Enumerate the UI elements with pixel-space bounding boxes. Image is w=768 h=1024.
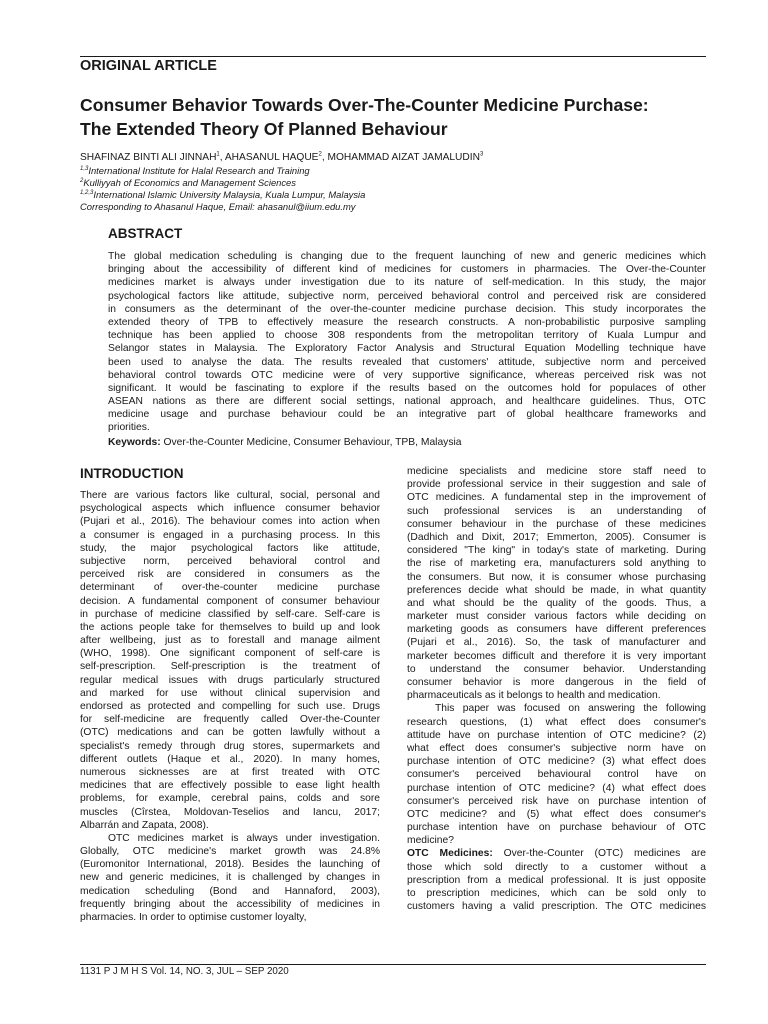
author-2-sup: 2 [318, 151, 322, 158]
author-3-sup: 3 [479, 151, 484, 158]
title-line-1: Consumer Behavior Towards Over-The-Counter Medicine Purchase: [80, 95, 649, 115]
abstract-heading: ABSTRACT [108, 226, 183, 241]
intro-left-line: Globally, OTC medicine's market growth was 24.8% [80, 846, 380, 858]
abstract-line: extended theory of TPB to effectively measure the research constructs. A non-probabilistic purposive sampling [108, 316, 706, 328]
author-2: AHASANUL HAQUE [224, 152, 319, 163]
intro-right-line: considered "The king" in today's state of marketing. During [407, 545, 706, 557]
intro-left-line: There are various factors like cultural, social, personal and [80, 490, 380, 501]
intro-right-line: what effect does consumer's subjective norm have on [407, 742, 706, 754]
intro-left-line: (Pujari et al., 2016). The behaviour comes into action when [80, 516, 380, 528]
otc-paragraph [407, 861, 706, 914]
intro-left-line: a consumer is engaged in a purchasing process. In this [80, 529, 380, 541]
intro-left-line: specialist's remedy through drug stores, supermarkets and [80, 740, 380, 752]
intro-right-line: consumer behavior is more dangerous in the field of [407, 677, 706, 688]
abstract-line: behavioral control towards OTC medicine were of very supportive significance, whereas perceived risk was not [108, 369, 706, 381]
intro-left-line: regular medical issues with drugs particularly structured [80, 674, 380, 686]
header-rule [80, 56, 706, 57]
intro-right-line: the consumers. But now, it is consumer whose purchasing [407, 571, 706, 583]
intro-right-line: (Pujari et al., 2016). So, the task of manufacturer and [407, 637, 706, 649]
page-footer: 1131 P J M H S Vol. 14, NO. 3, JUL – SEP 2020 [80, 966, 289, 977]
abstract-line: priorities. [108, 422, 150, 434]
abstract-line: medicines market is always under investigation due to its nature of self-medication. In this study, the major [108, 277, 706, 289]
section-label: ORIGINAL ARTICLE [80, 58, 217, 74]
intro-left-line: self-prescription. Self-prescription is the treatment of [80, 661, 380, 673]
keywords-text: Over-the-Counter Medicine, Consumer Behaviour, TPB, Malaysia [160, 437, 462, 448]
corresponding-author: Corresponding to Ahasanul Haque, Email: ahasanul@iium.edu.my [80, 201, 356, 212]
intro-left-line: psychological aspects which influence consumer behavior [80, 503, 380, 515]
intro-left-line: endorsed as protected and compelling for such use. Drugs [80, 701, 380, 712]
abstract-line: been used to analyse the data. The results revealed that customers' attitude, subjective norm and perceived [108, 356, 706, 368]
intro-right-line: purchase intention of OTC medicine? (4) what effect does [407, 782, 706, 794]
intro-left-line: study, the major psychological factors like attitude, [80, 542, 380, 554]
introduction-heading: INTRODUCTION [80, 466, 184, 481]
otc-label: OTC Medicines: [407, 848, 493, 860]
intro-left-line: (Euromonitor International, 2018). Besides the launching of [80, 859, 380, 871]
intro-left-line: determinant of over-the-counter medicine purchase [80, 582, 380, 594]
otc-line: to prescription medicines, which can be sold only to [407, 888, 706, 899]
intro-right-line: consumer's perceived behavioural control have on [407, 769, 706, 781]
keywords-label: Keywords: [108, 437, 161, 448]
intro-right-line: marketer becomes difficult and therefore it is very important [407, 650, 706, 662]
otc-line: those which sold directly to a customer without a [407, 861, 706, 873]
introduction-left-column [80, 489, 380, 924]
intro-left-line: (OTC) medications and can be gotten lawfully without a [80, 727, 380, 739]
intro-right-line: research questions, (1) what effect does consumer's [407, 716, 706, 728]
intro-right-line: pharmaceuticals as it belongs to health and medication. [407, 690, 661, 702]
author-list: SHAFINAZ BINTI ALI JINNAH$^1$, AHASANUL HAQUE$^2$, MOHAMMAD AIZAT JAMALUDIN$^3$ [80, 151, 484, 163]
otc-line: prescription from a medical professional. It is just opposite [407, 874, 706, 886]
intro-right-line: marketer must consider various factors while deciding on [407, 611, 706, 623]
intro-right-line: OTC medicine? and (5) what effect does consumer's [407, 808, 706, 820]
author-1: SHAFINAZ BINTI ALI JINNAH [80, 152, 217, 163]
abstract-line: bringing about the accessibility of different kind of medicines for customers in pharmacies. The Over-the-Counter [108, 264, 706, 276]
affiliation-2: $^2$Kulliyyah of Economics and Management Sciences [80, 177, 296, 188]
intro-right-line: medicine specialists and medicine store staff need to [407, 466, 706, 477]
intro-left-line: Albarrán and Zapata, 2008). [80, 819, 209, 831]
intro-left-line: (WHO, 1998). One significant component of self-care is [80, 648, 380, 660]
intro-right-line: medicine? [407, 835, 454, 847]
otc-line-first [407, 847, 706, 860]
intro-right-line: (Dadhich and Dixit, 2017; Emmerton, 2005). Consumer is [407, 531, 706, 543]
abstract-line: psychological factors like attitude, subjective norm, perceived behavioral control and perceived risk are considered [108, 290, 706, 302]
intro-right-line: such professional services is an understanding of [407, 505, 706, 517]
abstract-body [108, 250, 706, 435]
intro-left-line: numerous sicknesses are at first treated with OTC [80, 766, 380, 778]
intro-right-line: OTC medicines. A fundamental step in the improvement of [407, 492, 706, 504]
intro-left-line: decision. A fundamental component of consumer behaviour [80, 595, 380, 607]
intro-left-line: in purchase of medicine classified by self-care. Self-care is [80, 608, 380, 620]
affiliation-1: $^{1,3}$International Institute for Halal Research and Training [80, 165, 310, 176]
intro-left-line: perceived risk are considered in consumers as the [80, 569, 380, 581]
abstract-line: ASEAN nations as there are different social settings, national approach, and healthcare guidelines. Thus, OTC [108, 396, 706, 408]
intro-right-line: purchase intention have on purchase behaviour of OTC [407, 822, 706, 834]
abstract-line: medicine usage and purchase behaviour could be an integrative part of global healthcare frameworks and [108, 409, 706, 421]
intro-left-line: OTC medicines market is always under investigation. [108, 832, 380, 844]
research-questions-paragraph [407, 465, 706, 847]
intro-left-line: the actions people take for themselves to build up and look [80, 621, 380, 633]
abstract-line: Selangor states in Malaysia. The Exploratory Factor Analysis and Structural Equation Modelling technique have [108, 343, 706, 355]
intro-left-line: frequently bringing about the accessibility of medicines in [80, 898, 380, 910]
intro-right-line: marketing goods as consumers have different preferences [407, 624, 706, 636]
intro-left-line: problems, for example, cerebral pains, colds and sore [80, 793, 380, 805]
intro-left-line: medicines that are effectively possible to ease light health [80, 780, 380, 792]
intro-right-line: provide professional service in their suggestion and sale of [407, 479, 706, 491]
abstract-line: significant. It would be fascinating to explore if the results based on the outcomes hold for populaces of other [108, 382, 706, 394]
intro-right-line: the rise of marketing era, manufacturers sold anything to [407, 558, 706, 570]
intro-right-line: attitude have on purchase intention of OTC medicine? (2) [407, 729, 706, 741]
intro-right-line: consumer behaviour in the purchase of these medicines [407, 518, 706, 530]
intro-left-line: new and generic medicines, it is challenged by changes in [80, 872, 380, 884]
author-1-sup: 1 [216, 151, 220, 158]
abstract-line: in consumers as the determinant of the over-the-counter medicine purchase decision. This study incorporates the [108, 303, 706, 315]
intro-right-line: and what should be the quality of the goods. Thus, a [407, 597, 706, 609]
intro-left-line: different outlets (Haque et al., 2020). In many homes, [80, 753, 380, 765]
abstract-line: The global medication scheduling is changing due to the frequent launching of new and generic medicines which [108, 251, 706, 262]
author-3: MOHAMMAD AIZAT JAMALUDIN [327, 152, 480, 163]
intro-right-line: preferences decide what should be made, in what quantity [407, 584, 706, 596]
abstract-line: technique has been applied to choose 308 respondents from the metropolitan territory of Kuala Lumpur and [108, 330, 706, 342]
intro-left-line: subjective norm, perceived behavioral control and [80, 555, 380, 567]
intro-right-line: to understand the consumer behavior. Understanding [407, 663, 706, 675]
keywords-line [108, 436, 706, 450]
intro-left-line: after wellbeing, just as to forestall and manage ailment [80, 635, 380, 647]
intro-left-line: and marked for use without clinical supervision and [80, 687, 380, 699]
title-line-2: The Extended Theory Of Planned Behaviour [80, 119, 448, 139]
footer-rule [80, 964, 706, 965]
affiliation-3: $^{1,2,3}$International Islamic University Malaysia, Kuala Lumpur, Malaysia [80, 189, 366, 200]
intro-left-line: pharmacies. In order to optimise customer loyalty, [80, 912, 307, 923]
otc-first-rest: Over-the-Counter (OTC) medicines are [492, 848, 706, 860]
introduction-right-column [407, 465, 706, 913]
otc-line: customers having a valid prescription. The OTC medicines [407, 901, 706, 913]
intro-left-line: muscles (Cîrstea, Moldovan-Teselios and Iancu, 2017; [80, 806, 380, 818]
intro-left-line: medication scheduling (Bond and Hannaford, 2003), [80, 885, 380, 897]
intro-right-line: purchase intention of OTC medicine? (3) what effect does [407, 756, 706, 768]
intro-right-line: This paper was focused on answering the following [435, 703, 706, 715]
article-title [80, 93, 710, 141]
intro-left-line: for self-medicine are frequently called Over-the-Counter [80, 714, 380, 726]
intro-right-line: consumer's perceived risk have on purchase intention of [407, 795, 706, 807]
